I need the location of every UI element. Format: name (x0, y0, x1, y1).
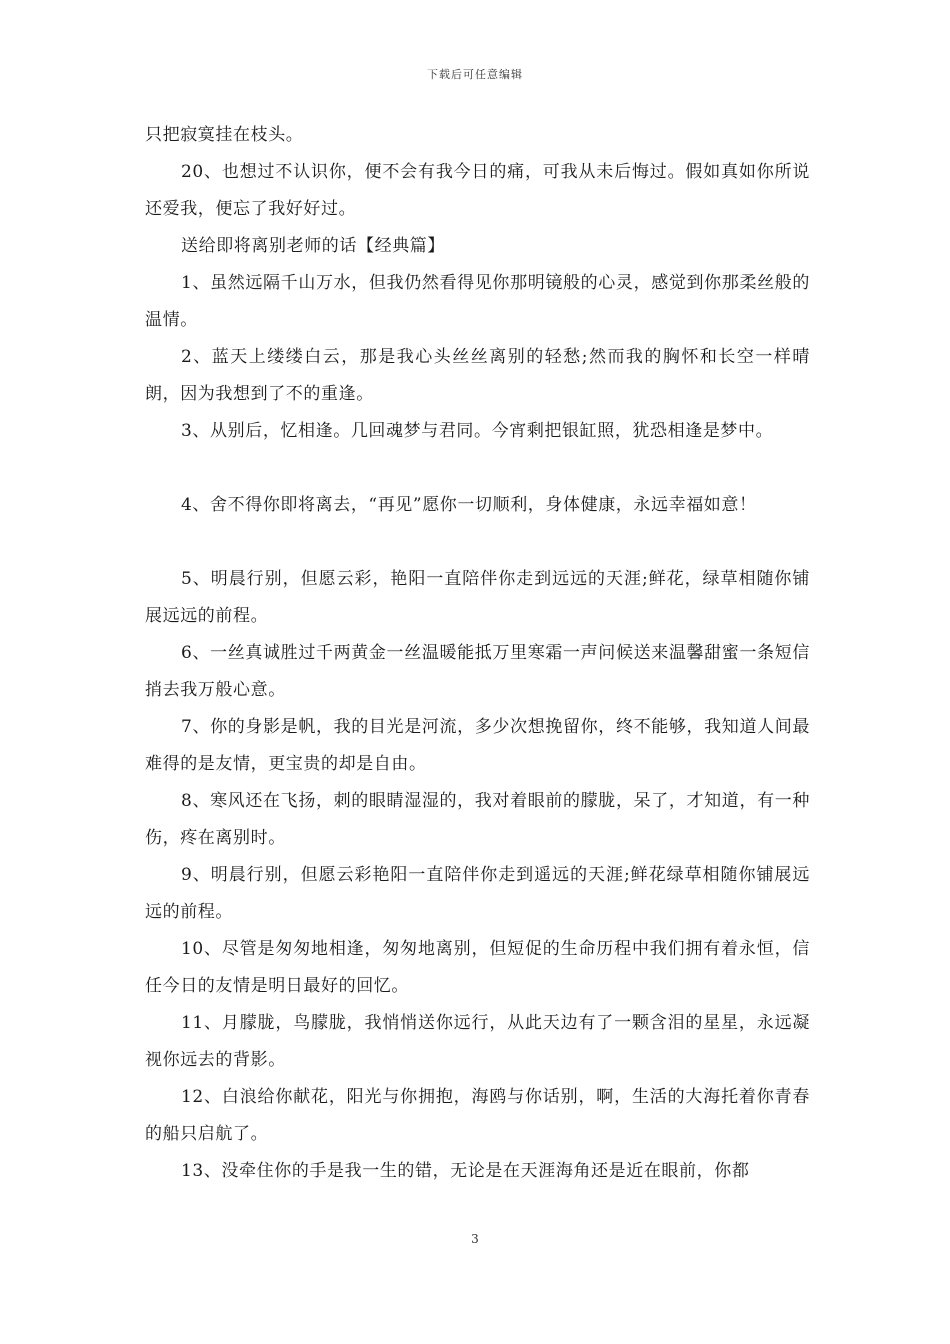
page-header: 下载后可任意编辑 (427, 68, 523, 81)
section-heading: 送给即将离别老师的话【经典篇】 (181, 236, 445, 256)
paragraph-item-8: 8、寒风还在飞扬，刺的眼睛湿湿的，我对着眼前的朦胧，呆了，才知道，有一种伤，疼在离别时。 (145, 791, 810, 848)
paragraph-item-12: 12、白浪给你献花，阳光与你拥抱，海鸥与你话别，啊，生活的大海托着你青春的船只启航了。 (145, 1087, 810, 1144)
paragraph-item-5: 5、明晨行别，但愿云彩，艳阳一直陪伴你走到远远的天涯;鲜花，绿草相随你铺展远远的前程。 (145, 569, 810, 626)
document-body (145, 117, 810, 1190)
paragraph-item-13: 13、没牵住你的手是我一生的错，无论是在天涯海角还是近在眼前，你都 (181, 1161, 750, 1181)
paragraph-item-4: 4、舍不得你即将离去，“再见”愿你一切顺利，身体健康，永远幸福如意！ (181, 495, 757, 515)
paragraph-item-6: 6、一丝真诚胜过千两黄金一丝温暖能抵万里寒霜一声问候送来温馨甜蜜一条短信捎去我万般心意。 (145, 643, 810, 700)
paragraph-item-3: 3、从别后，忆相逢。几回魂梦与君同。今宵剩把银缸照，犹恐相逢是梦中。 (181, 421, 774, 441)
paragraph-item-2: 2、蓝天上缕缕白云，那是我心头丝丝离别的轻愁;然而我的胸怀和长空一样晴朗，因为我想到了不的重逢。 (145, 347, 810, 404)
blank-line (145, 450, 810, 487)
paragraph-item-9: 9、明晨行别，但愿云彩艳阳一直陪伴你走到遥远的天涯;鲜花绿草相随你铺展远远的前程。 (145, 865, 810, 922)
blank-line (145, 524, 810, 561)
paragraph-item-7: 7、你的身影是帆，我的目光是河流，多少次想挽留你，终不能够，我知道人间最难得的是友情，更宝贵的却是自由。 (145, 717, 810, 774)
paragraph-item-1: 1、虽然远隔千山万水，但我仍然看得见你那明镜般的心灵，感觉到你那柔丝般的温情。 (145, 273, 810, 330)
paragraph-item-20: 20、也想过不认识你，便不会有我今日的痛，可我从未后悔过。假如真如你所说还爱我，便忘了我好好过。 (145, 162, 810, 219)
paragraph-item-10: 10、尽管是匆匆地相逢，匆匆地离别，但短促的生命历程中我们拥有着永恒，信任今日的友情是明日最好的回忆。 (145, 939, 810, 996)
paragraph-continuation: 只把寂寞挂在枝头。 (145, 125, 304, 145)
page-number: 3 (471, 1232, 479, 1246)
paragraph-item-11: 11、月朦胧，鸟朦胧，我悄悄送你远行，从此天边有了一颗含泪的星星，永远凝视你远去的背影。 (145, 1013, 810, 1070)
